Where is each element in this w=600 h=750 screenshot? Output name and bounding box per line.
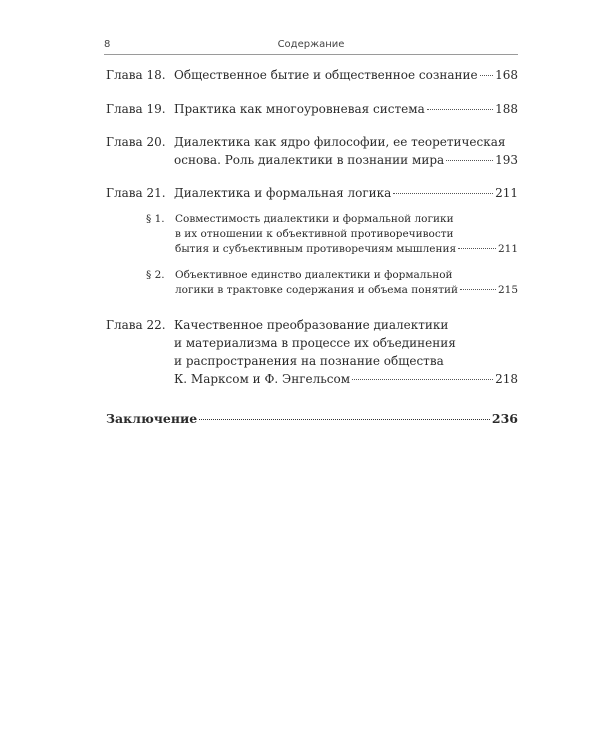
dot-leader: [199, 419, 490, 420]
entry-title-line: К. Марксом и Ф. Энгельсом: [174, 372, 351, 386]
entry-page: 218: [495, 372, 518, 386]
running-head: [104, 38, 518, 55]
entry-page: 193: [495, 153, 518, 167]
entry-title-line: Диалектика и формальная логика: [174, 186, 392, 200]
entry-title-line: Совместимость диалектики и формальной логики: [175, 213, 454, 225]
entry-page: 188: [495, 102, 518, 116]
toc-entry-section-1[interactable]: [146, 212, 518, 257]
entry-title-line: и распространения на познание общества: [174, 354, 444, 368]
entry-label: Глава 20.: [106, 135, 166, 149]
toc-entry-chapter-19[interactable]: [106, 100, 518, 118]
entry-page: 215: [497, 284, 518, 296]
entry-title-line: Общественное бытие и общественное сознание: [174, 68, 478, 82]
entry-title-line: Диалектика как ядро философии, ее теоретическая: [174, 135, 506, 149]
entry-title-line: в их отношении к объективной противоречивости: [175, 228, 454, 240]
entry-label: Глава 19.: [106, 102, 166, 116]
entry-page: 236: [491, 411, 518, 426]
entry-label: Заключение: [106, 411, 198, 426]
dot-leader: [460, 289, 496, 290]
toc-entry-conclusion[interactable]: [106, 410, 518, 428]
entry-title-line: основа. Роль диалектики в познании мира: [174, 153, 445, 167]
dot-leader: [480, 75, 493, 76]
dot-leader: [393, 193, 493, 194]
dot-leader: [352, 379, 493, 380]
toc-entry-chapter-20[interactable]: [106, 133, 518, 169]
entry-page: 211: [497, 243, 518, 255]
entry-label: § 2.: [146, 269, 165, 281]
dot-leader: [446, 160, 493, 161]
entry-title-line: бытия и субъективным противоречиям мышления: [175, 243, 457, 255]
entry-label: Глава 18.: [106, 68, 166, 82]
entry-page: 168: [495, 68, 518, 82]
entry-label: Глава 21.: [106, 186, 166, 200]
page-title: Содержание: [277, 39, 345, 50]
entry-label: § 1.: [146, 213, 165, 225]
entry-title-line: Качественное преобразование диалектики: [174, 318, 449, 332]
dot-leader: [458, 248, 496, 249]
entry-title-line: Практика как многоуровневая система: [174, 102, 425, 116]
page-number: 8: [104, 39, 111, 50]
entry-title-line: Объективное единство диалектики и формальной: [175, 269, 453, 281]
toc-entry-section-2[interactable]: [146, 268, 518, 298]
entry-title-line: логики в трактовке содержания и объема понятий: [175, 284, 459, 296]
entry-page: 211: [495, 186, 518, 200]
toc-entry-chapter-18[interactable]: [106, 66, 518, 84]
toc-entry-chapter-21[interactable]: [106, 184, 518, 202]
entry-label: Глава 22.: [106, 318, 166, 332]
entry-title-line: и материализма в процессе их объединения: [174, 336, 456, 350]
toc-entry-chapter-22[interactable]: [106, 316, 518, 388]
dot-leader: [427, 109, 493, 110]
